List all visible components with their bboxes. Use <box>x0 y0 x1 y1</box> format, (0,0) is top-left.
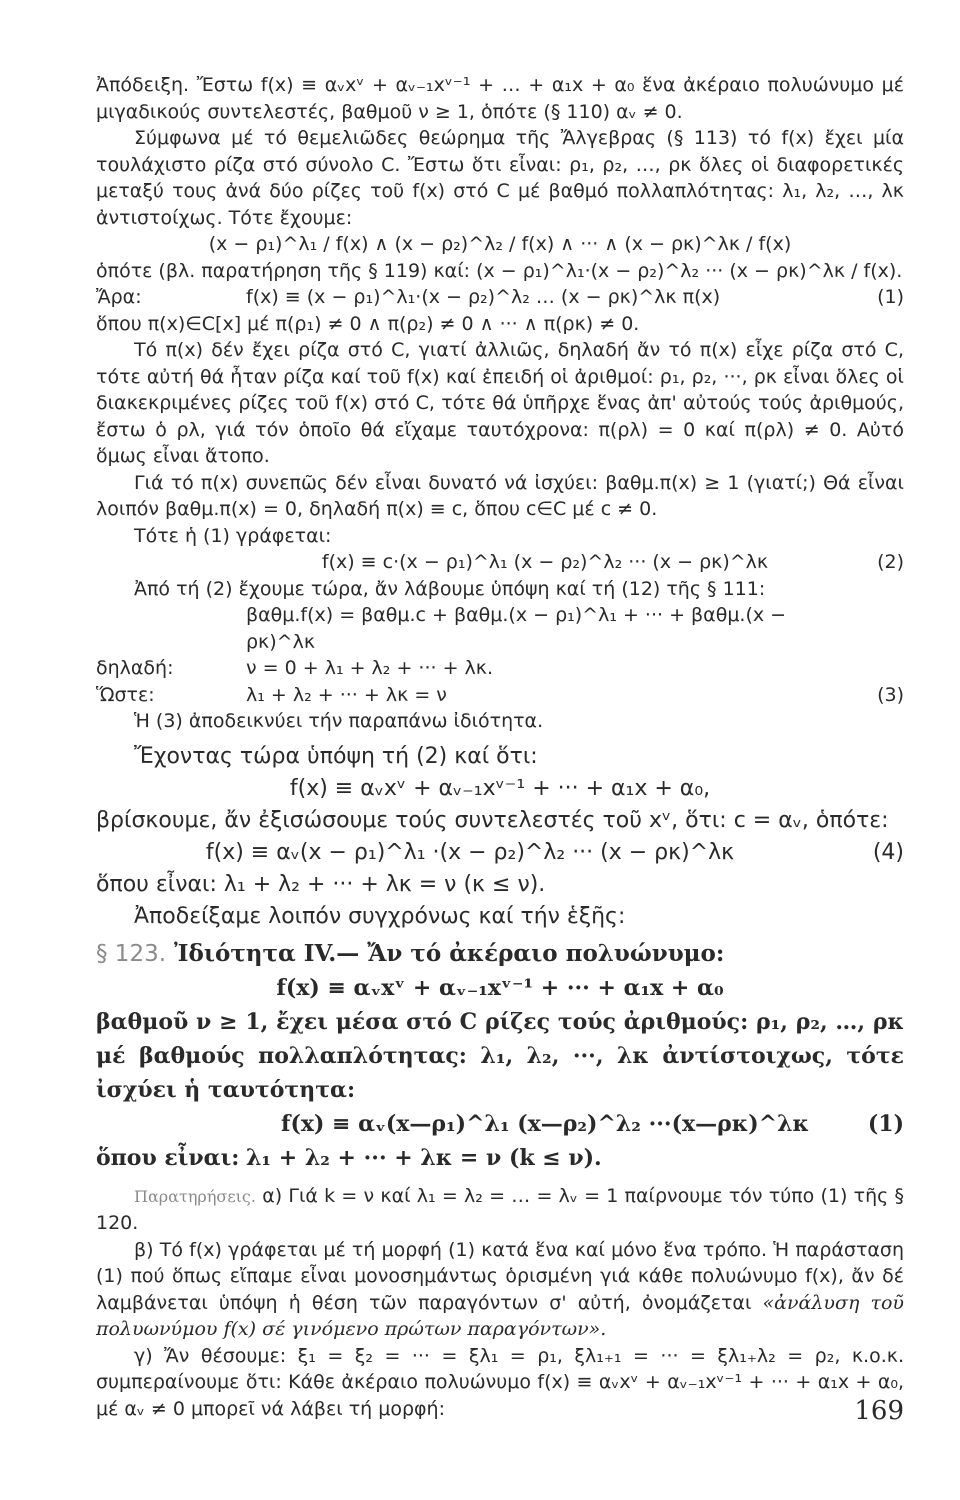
section-title: Ἰδιότητα IV.— Ἄν τό ἀκέραιο πολυώνυμο: <box>174 939 725 967</box>
theorem-iv <box>96 971 904 1175</box>
proof-continuation <box>96 735 904 933</box>
equation-body: βαθμ.f(x) = βαθμ.c + βαθμ.(x − ρ₁)^λ₁ + ··· + βαθμ.(x − ρκ)^λκ <box>246 604 787 653</box>
remarks <box>96 1183 904 1423</box>
theorem-where <box>96 1141 904 1175</box>
equation-body: f(x) ≡ c·(x − ρ₁)^λ₁ (x − ρ₂)^λ₂ ··· (x − ρκ)^λκ <box>321 551 769 573</box>
equation-body: λ₁ + λ₂ + ··· + λκ = ν (k ≤ ν). <box>246 1144 602 1171</box>
equation-label: Ἄρα: <box>96 286 142 308</box>
continuation-paragraph-1: Ἔχοντας τώρα ὑπόψη τή (2) καί ὅτι: <box>134 743 538 769</box>
equation-body: f(x) ≡ αᵥxᵛ + αᵥ₋₁xᵛ⁻¹ + ··· + α₁x + α₀, <box>289 775 711 801</box>
equation-body: f(x) ≡ (x − ρ₁)^λ₁·(x − ρ₂)^λ₂ … (x − ρκ)^λκ π(x) <box>246 286 721 308</box>
equation-3 <box>96 682 904 709</box>
equation-divisibility <box>96 231 904 258</box>
equation-body: f(x) ≡ αᵥ(x—ρ₁)^λ₁ (x—ρ₂)^λ₂ ···(x—ρκ)^λκ <box>281 1110 809 1137</box>
equation-number: (2) <box>877 551 904 573</box>
equation-label: Ὥστε: <box>96 683 155 706</box>
continuation-paragraph-4: Ἀποδείξαμε λοιπόν συγχρόνως καί τήν ἑξῆς: <box>134 903 626 929</box>
continuation-paragraph-3: ὅπου εἶναι: λ₁ + λ₂ + ··· + λκ = ν (κ ≤ ν). <box>96 871 546 897</box>
equation-label: δηλαδή: <box>96 657 174 679</box>
equation-that-is <box>96 655 904 682</box>
equation-degree <box>96 602 904 655</box>
equation-body: ν = 0 + λ₁ + λ₂ + ··· + λκ. <box>246 657 494 679</box>
proof-paragraph-1: Ἀπόδειξη. Ἔστω f(x) ≡ αᵥxᵛ + αᵥ₋₁xᵛ⁻¹ + … + α₁x + α₀ ἕνα ἀκέραιο πολυώνυμο μέ μιγαδικούς συντελεστές, βαθμοῦ ν ≥ 1, ὁπότε (§ 110) αᵥ ≠ 0. <box>96 74 904 123</box>
remark-c: γ) Ἄν θέσουμε: ξ₁ = ξ₂ = ··· = ξλ₁ = ρ₁, ξλ₁₊₁ = ··· = ξλ₁₊λ₂ = ρ₂, κ.ο.κ. συμπεραίνουμε ὅτι: Κάθε ἀκέραιο πολυώνυμο f(x) ≡ αᵥxᵛ + αᵥ₋₁xᵛ⁻¹ + ··· + α₁x + α₀, μέ αᵥ ≠ 0 μπορεῖ νά λάβει τή μορφή: <box>96 1344 904 1420</box>
equation-body: λ₁ + λ₂ + ··· + λκ = ν <box>246 683 447 706</box>
equation-2 <box>96 549 904 576</box>
equation-body: (x − ρ₁)^λ₁ / f(x) ∧ (x − ρ₂)^λ₂ / f(x) ∧ ··· ∧ (x − ρκ)^λκ / f(x) <box>208 233 792 255</box>
equation-number: (4) <box>872 839 904 865</box>
proof-paragraph-8: Ἀπό τή (2) ἔχουμε τώρα, ἄν λάβουμε ὑπόψη καί τή (12) τῆς § 111: <box>134 577 766 600</box>
page-number: 169 <box>854 1396 904 1426</box>
proof-paragraph-9: Ἡ (3) ἀποδεικνύει τήν παραπάνω ἰδιότητα. <box>134 710 544 732</box>
continuation-paragraph-2: βρίσκουμε, ἄν ἐξισώσουμε τούς συντελεστές τοῦ xᵛ, ὅτι: c = αᵥ, ὁπότε: <box>96 807 889 833</box>
proof-paragraph-6: Γιά τό π(x) συνεπῶς δέν εἶναι δυνατό νά ἰσχύει: βαθμ.π(x) ≥ 1 (γιατί;) Θά εἶναι λοιπόν βαθμ.π(x) = 0, δηλαδή π(x) ≡ c, ὅπου c∈C μέ c ≠ 0. <box>96 471 904 520</box>
proof-paragraph-5: Τό π(x) δέν ἔχει ρίζα στό C, γιατί ἀλλιῶς, δηλαδή ἄν τό π(x) εἶχε ρίζα στό C, τότε αὐτή θά ἦταν ρίζα καί τοῦ f(x) καί ἐπειδή οἱ ἀριθμοί: ρ₁, ρ₂, ···, ρκ εἶναι ὅλες οἱ διακεκριμένες ρίζες τοῦ f(x) στό C, τότε θά ὑπῆρχε ἕνας ἀπ' αὐτούς τούς ἀριθμούς, ἔστω ὁ ρλ, γιά τόν ὁποῖο θά εἴχαμε ταυτόχρονα: π(ρλ) = 0 καί π(ρλ) ≠ 0. Αὐτό ὅμως εἶναι ἄτοπο. <box>96 339 904 467</box>
remark-a-text: α) Γιά k = ν καί λ₁ = λ₂ = … = λᵥ = 1 παίρνουμε τόν τύπο (1) τῆς § 120. <box>96 1184 905 1234</box>
proof-paragraph-4: ὅπου π(x)∈C[x] μέ π(ρ₁) ≠ 0 ∧ π(ρ₂) ≠ 0 ∧ ··· ∧ π(ρκ) ≠ 0. <box>96 312 640 335</box>
equation-4 <box>96 837 904 869</box>
remark-b <box>96 1237 904 1343</box>
remark-b-text: β) Τό f(x) γράφεται μέ τή μορφή (1) κατά ἕνα καί μόνο ἕνα τρόπο. Ἡ παράσταση (1) πού ὅπως εἴπαμε εἶναι μονοσημάντως ὁρισμένη γιά κάθε πολυώνυμο f(x), ἄν δέ λαμβάνεται ὑπόψη ἡ θέση τῶν παραγόντων σ' αὐτή, ὀνομάζεται <box>96 1238 904 1314</box>
equation-number: (1) <box>867 1110 904 1137</box>
remark-a <box>96 1183 904 1237</box>
equation-general-form <box>96 773 904 805</box>
equation-1 <box>96 284 904 311</box>
proof-paragraph-2: Σύμφωνα μέ τό θεμελιῶδες θεώρημα τῆς Ἄλγεβρας (§ 113) τό f(x) ἔχει μία τουλάχιστο ρίζα στό σύνολο C. Ἔστω ὅτι εἶναι: ρ₁, ρ₂, …, ρκ ὅλες οἱ διαφορετικές μεταξύ τους ἀνά δύο ρίζες τοῦ f(x) στό C μέ βαθμό πολλαπλότητας: λ₁, λ₂, …, λκ ἀντιστοίχως. Τότε ἔχουμε: <box>96 127 904 229</box>
theorem-identity-1 <box>96 1107 904 1141</box>
equation-body: f(x) ≡ αᵥ(x − ρ₁)^λ₁ ·(x − ρ₂)^λ₂ ··· (x − ρκ)^λκ <box>205 839 735 865</box>
proof-paragraph-7: Τότε ἡ (1) γράφεται: <box>134 524 332 547</box>
section-123-heading <box>96 937 904 971</box>
section-number: § 123. <box>96 940 167 967</box>
equation-label: ὅπου εἶναι: <box>96 1144 240 1171</box>
theorem-polynomial <box>96 971 904 1005</box>
remarks-heading: Παρατηρήσεις. <box>134 1186 256 1206</box>
proof-paragraph-3: ὁπότε (βλ. παρατήρηση τῆς § 119) καί: (x − ρ₁)^λ₁·(x − ρ₂)^λ₂ ··· (x − ρκ)^λκ / f(x). <box>96 259 903 282</box>
equation-number: (1) <box>877 286 904 308</box>
equation-number: (3) <box>877 683 904 706</box>
theorem-statement: βαθμοῦ ν ≥ 1, ἔχει μέσα στό C ρίζες τούς ἀριθμούς: ρ₁, ρ₂, …, ρκ μέ βαθμούς πολλαπλότητας: λ₁, λ₂, ···, λκ ἀντίστοιχως, τότε ἰσχύει ἡ ταυτότητα: <box>96 1008 904 1103</box>
remark-b-term: «ἀνάλυση τοῦ πολυωνύμου f(x) σέ γινόμενο πρώτων παραγόντων». <box>96 1291 904 1340</box>
equation-body: f(x) ≡ αᵥxᵛ + αᵥ₋₁xᵛ⁻¹ + ··· + α₁x + α₀ <box>276 974 724 1001</box>
